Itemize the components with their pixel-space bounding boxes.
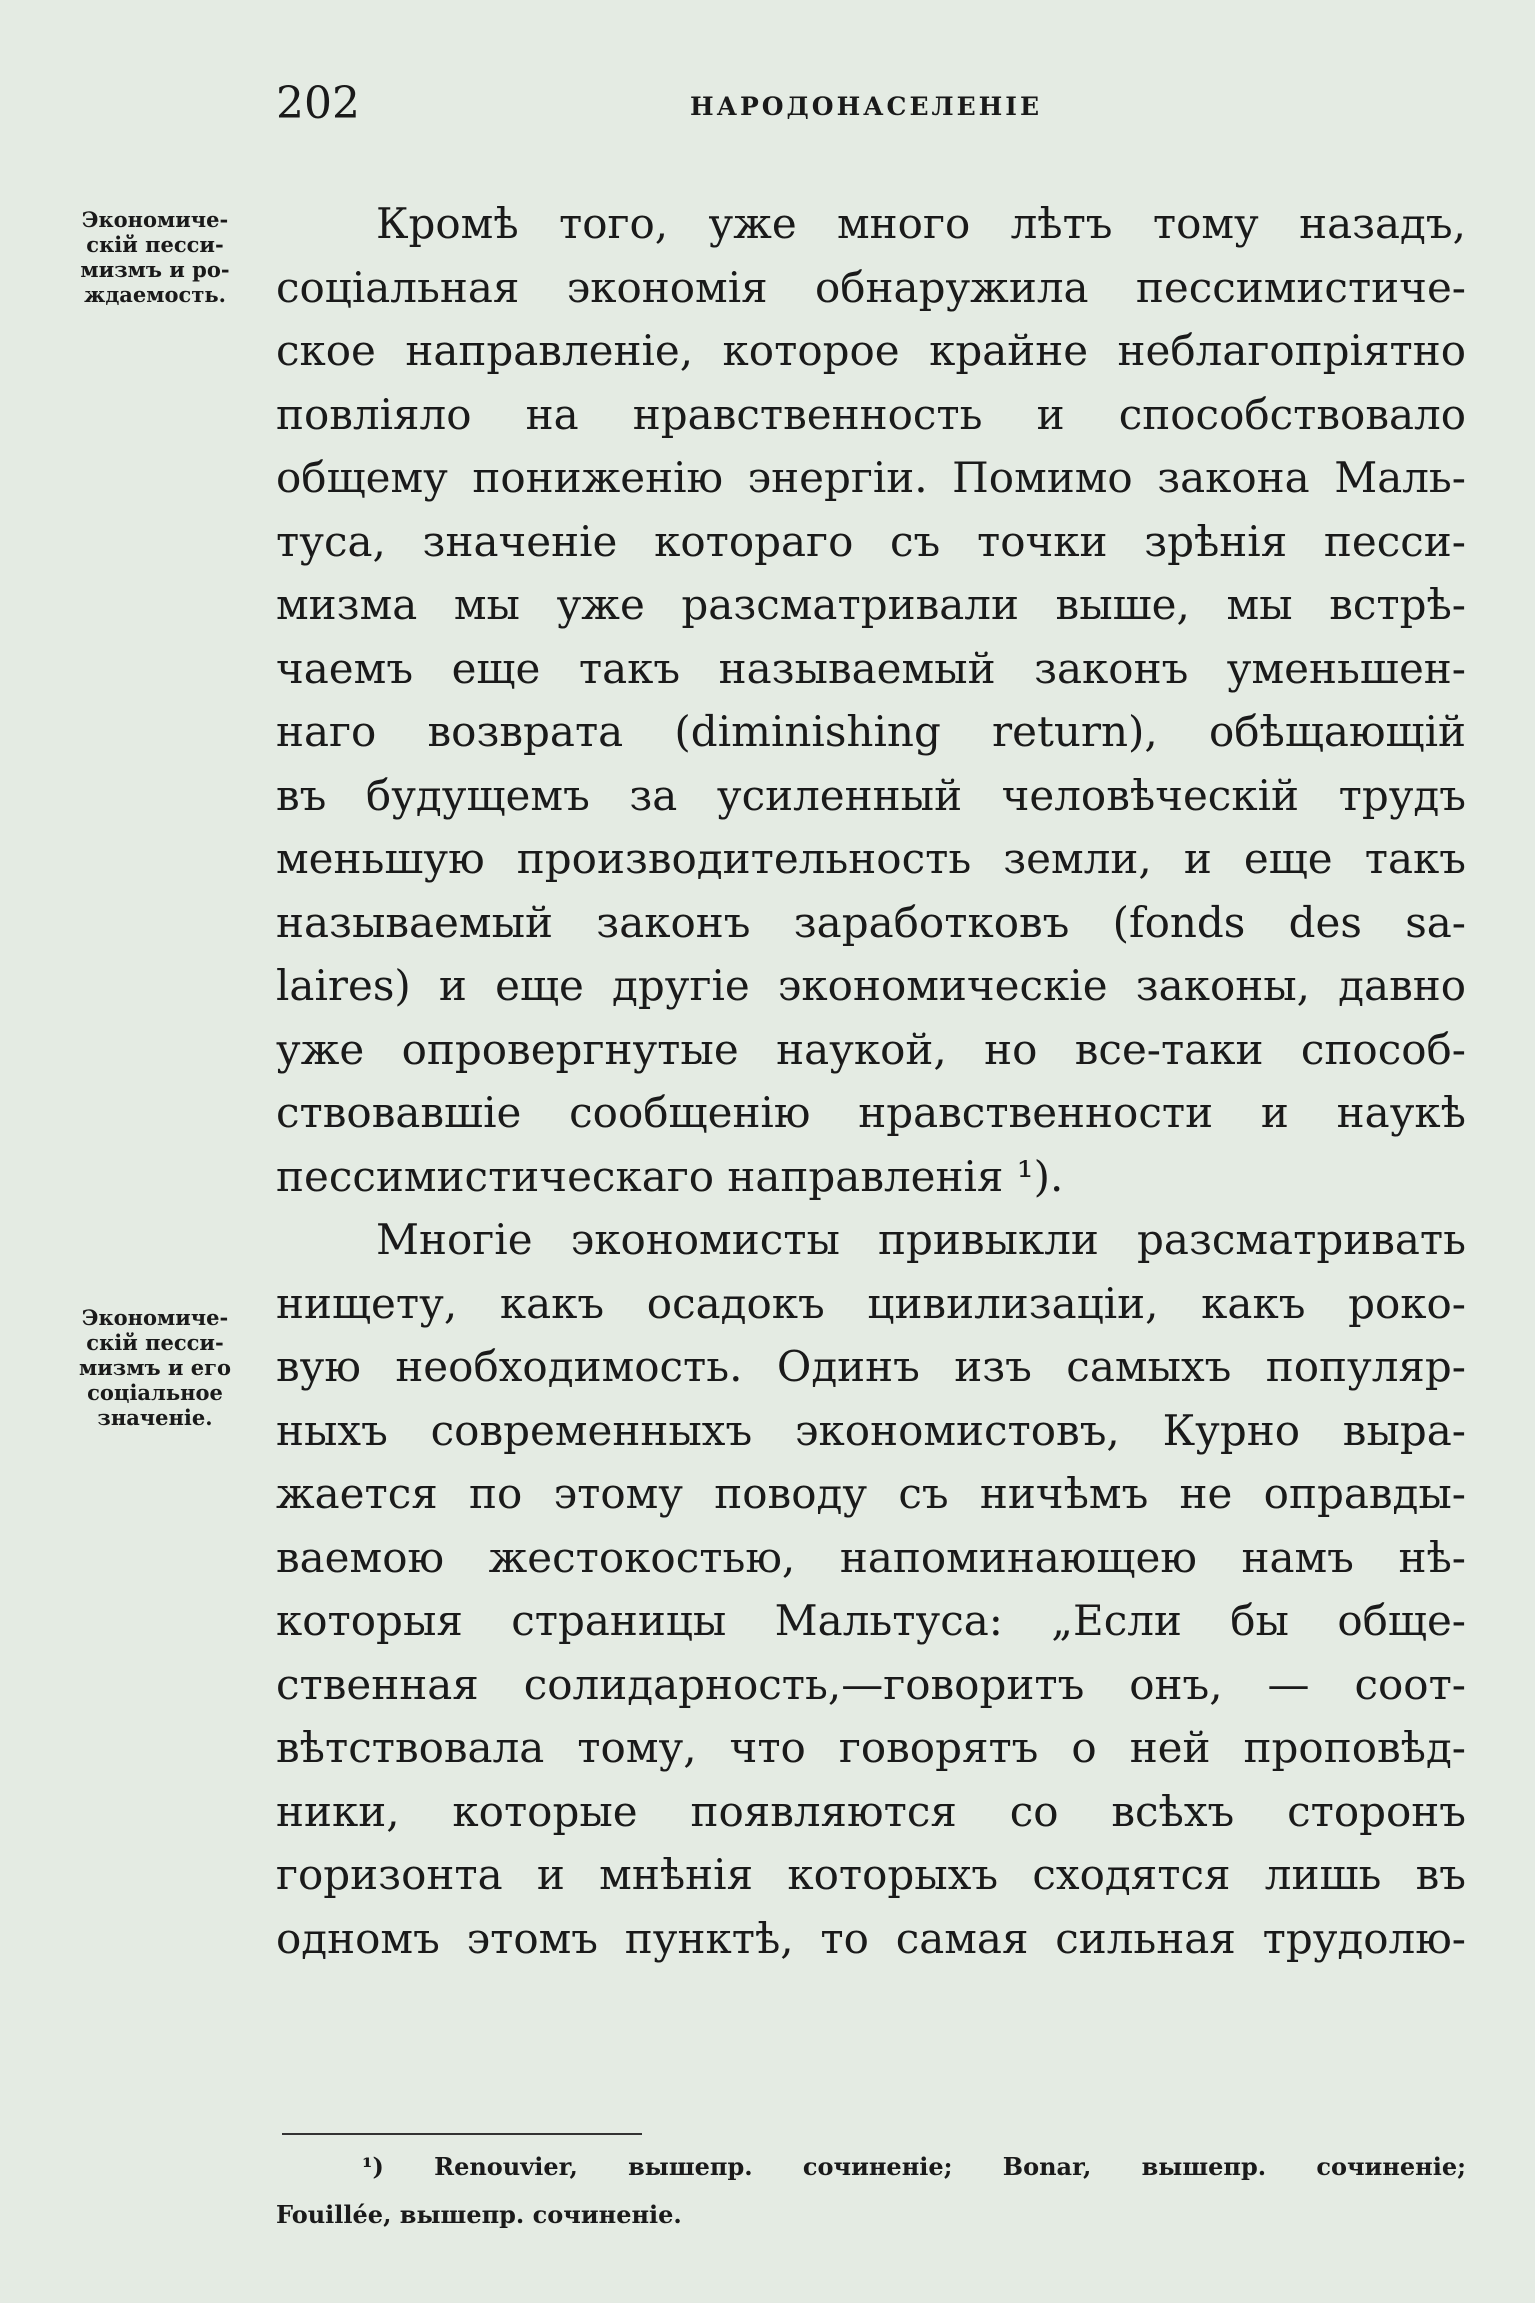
text-line: называемый законъ заработковъ (fonds des sa- [276,897,1466,947]
text-line: Кромѣ того, уже много лѣтъ тому назадъ, [376,199,1466,248]
text-line: ваемою жестокостью, напоминающею намъ нѣ- [276,1532,1466,1582]
text-line: ственная солидарность,—говоритъ онъ, — соот- [276,1659,1466,1709]
text-line: туса, значеніе котораго съ точки зрѣнія песси- [276,516,1466,566]
body-text [276,192,1466,1970]
text-line: въ будущемъ за усиленный человѣческій трудъ [276,770,1466,820]
text-line: жается по этому поводу съ ничѣмъ не оправды- [276,1469,1466,1518]
text-line: мизма мы уже разсматривали выше, мы встрѣ- [276,580,1466,629]
footnote-line: ¹) Renouvier, вышепр. сочиненіе; Bonar, вышепр. сочиненіе; [362,2152,1466,2181]
text-line: одномъ этомъ пунктѣ, то самая сильная трудолю- [276,1913,1466,1963]
text-line: пессимистическаго направленія ¹). [276,1151,1064,1201]
text-line: Многіе экономисты привыкли разсматривать [376,1215,1466,1264]
text-line: горизонта и мнѣнія которыхъ сходятся лишь въ [276,1850,1466,1899]
text-line: вѣтствовала тому, что говорятъ о ней проповѣд- [276,1723,1466,1772]
text-line: вую необходимость. Одинъ изъ самыхъ популяр- [276,1342,1466,1391]
text-line: ское направленіе, которое крайне неблагопріятно [276,326,1466,375]
text-line: повліяло на нравственность и способствовало [276,389,1466,439]
text-line: которыя страницы Мальтуса: „Если бы обще- [276,1596,1466,1645]
margin-note-social-meaning: Экономиче- скій песси- мизмъ и его соціальное значеніе. [78,1305,231,1430]
text-line: laires) и еще другіе экономическіе законы, давно [276,961,1466,1010]
text-line: ники, которые появляются со всѣхъ сторонъ [276,1786,1466,1836]
page-number: 202 [276,78,360,129]
text-line: наго возврата (diminishing return), обѣщающій [276,707,1466,756]
footnote-rule [282,2133,642,2135]
text-line: соціальная экономія обнаружила пессимистиче- [276,262,1466,312]
text-line: меньшую производительность земли, и еще такъ [276,834,1466,883]
margin-note-birthrate: Экономиче- скій песси- мизмъ и ро- ждаемость. [80,207,230,307]
text-line: нищету, какъ осадокъ цивилизаціи, какъ роко- [276,1278,1466,1328]
text-line: общему пониженію энергіи. Помимо закона Маль- [276,453,1466,502]
running-title: НАРОДОНАСЕЛЕНІЕ [690,92,1043,121]
text-line: уже опровергнутые наукой, но все-таки способ- [276,1024,1466,1074]
footnote-line: Fouillée, вышепр. сочиненіе. [276,2200,682,2229]
text-line: ствовавшіе сообщенію нравственности и наукѣ [276,1088,1466,1137]
text-line: ныхъ современныхъ экономистовъ, Курно выра- [276,1405,1466,1455]
text-line: чаемъ еще такъ называемый законъ уменьшен- [276,643,1466,693]
